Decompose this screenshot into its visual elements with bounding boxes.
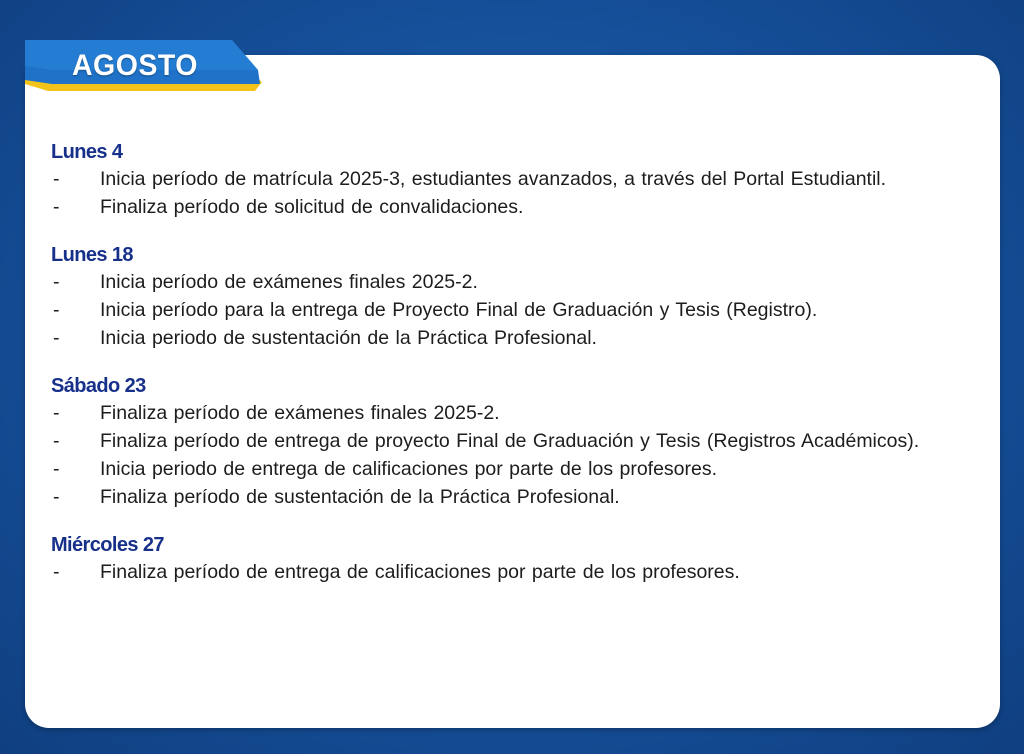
- section-day: [51, 139, 973, 221]
- dash-bullet: -: [53, 486, 60, 508]
- dash-bullet: -: [53, 168, 60, 190]
- list-item: [51, 483, 973, 511]
- day-heading: Lunes 18: [51, 244, 133, 266]
- schedule-content: [51, 139, 973, 607]
- list-item: [51, 193, 973, 221]
- list-item: [51, 324, 973, 352]
- dash-bullet: -: [53, 196, 60, 218]
- list-item: [51, 296, 973, 324]
- dash-bullet: -: [53, 561, 60, 583]
- item-text: Inicia período para la entrega de Proyecto Final de Graduación y Tesis (Registro).: [100, 299, 818, 321]
- item-text: Inicia período de exámenes finales 2025-2.: [100, 271, 478, 293]
- day-heading: Sábado 23: [51, 375, 146, 397]
- item-text: Finaliza período de entrega de calificaciones por parte de los profesores.: [100, 561, 740, 583]
- month-title: AGOSTO: [72, 49, 198, 82]
- month-banner: [0, 40, 290, 96]
- item-text: Finaliza período de exámenes finales 2025-2.: [100, 402, 500, 424]
- section-day: [51, 532, 973, 586]
- section-day: [51, 242, 973, 352]
- item-text: Finaliza período de entrega de proyecto Final de Graduación y Tesis (Registros Académicos).: [100, 430, 920, 452]
- list-item: [51, 399, 973, 427]
- list-item: [51, 455, 973, 483]
- day-heading: Lunes 4: [51, 141, 123, 163]
- day-heading: Miércoles 27: [51, 534, 164, 556]
- dash-bullet: -: [53, 430, 60, 452]
- dash-bullet: -: [53, 299, 60, 321]
- item-text: Inicia periodo de entrega de calificaciones por parte de los profesores.: [100, 458, 718, 480]
- dash-bullet: -: [53, 458, 60, 480]
- list-item: [51, 427, 973, 455]
- list-item: [51, 558, 973, 586]
- item-text: Finaliza período de sustentación de la Práctica Profesional.: [100, 486, 620, 508]
- dash-bullet: -: [53, 271, 60, 293]
- section-day: [51, 373, 973, 511]
- dash-bullet: -: [53, 402, 60, 424]
- list-item: [51, 165, 973, 193]
- item-text: Finaliza período de solicitud de convalidaciones.: [100, 196, 524, 218]
- dash-bullet: -: [53, 327, 60, 349]
- item-text: Inicia periodo de sustentación de la Práctica Profesional.: [100, 327, 597, 349]
- item-text: Inicia período de matrícula 2025-3, estudiantes avanzados, a través del Portal Estudiantil.: [100, 168, 887, 190]
- list-item: [51, 268, 973, 296]
